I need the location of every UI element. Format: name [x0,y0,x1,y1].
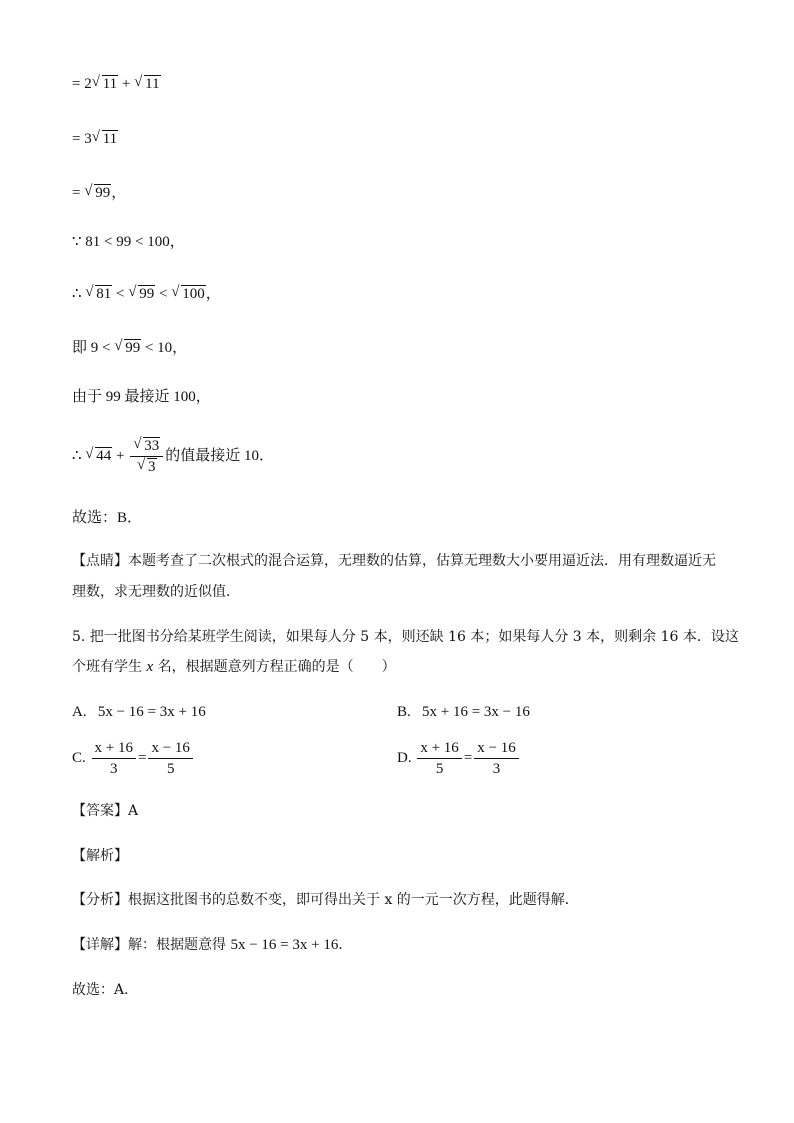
radical [86,284,112,304]
inequality-suffix: < 10， [144,340,188,356]
equation-line-4: ∵ 81 < 99 < 100， [72,234,185,250]
denominator: 3 [110,761,118,777]
radicand: 100 [182,286,205,302]
detail-line [72,935,352,955]
comment-paragraph [72,551,716,571]
fraction [92,740,136,777]
plus-sign: + [116,448,125,464]
comma: ， [111,185,127,201]
question-text-line-1: 5. 把一批图书分给某班学生阅读，如果每人分 5 本，则还缺 16 本；如果每人分 3 本，则剩余 16 本．设这 [72,629,739,645]
option-c[interactable] [72,740,195,777]
fraction [130,438,163,475]
option-b-expr: 5x + 16 = 3x − 16 [422,704,530,720]
therefore-symbol: ∴ [72,286,82,302]
radicand: 99 [139,286,155,302]
less-than: < [159,286,168,302]
conclusion-text: 的值最接近 10． [165,448,275,464]
radical [86,436,112,476]
coefficient: 2 [84,76,92,92]
denominator: 3 [492,761,501,777]
fraction [474,740,518,777]
radicand: 99 [95,185,111,201]
option-c-label: C. [72,749,86,766]
radicand: 11 [145,76,160,92]
fenxi-text: 根据这批图书的总数不变，即可得出关于 x 的一元一次方程，此题得解． [128,892,579,908]
final-choice-line: 故选：A． [72,982,139,998]
radical [172,284,206,304]
option-d[interactable] [397,740,521,777]
fenxi-line [72,890,579,910]
question-text: 名，根据题意列方程正确的是（ ） [157,659,396,675]
radical [135,74,160,94]
analysis-label: 【解析】 [72,848,128,864]
equals-sign: = [72,185,81,201]
detail-text: 解：根据题意得 [128,937,226,953]
radicand: 3 [148,459,156,476]
equals-sign: = [463,749,473,766]
radicand: 99 [125,340,141,356]
radicand: 44 [96,448,112,464]
fraction [148,740,192,777]
equation-line-2 [72,129,118,149]
comment-text: 本题考查了二次根式的混合运算，无理数的估算，估算无理数大小要用逼近法．用有理数逼近无 [128,553,716,569]
equals-sign: = [137,749,147,766]
denominator: 5 [166,761,175,777]
radical [134,438,160,454]
option-b-label: B. [397,704,411,720]
option-a[interactable] [72,702,206,722]
fraction [417,740,461,777]
detail-tail: ． [338,937,353,953]
answer-line [72,801,138,821]
numerator: x − 16 [148,740,192,759]
radical [138,459,157,475]
denominator: 5 [435,761,444,777]
radical [129,284,155,304]
answer-label: 【答案】 [72,803,128,819]
variable-x: x [146,659,154,675]
equals-sign: = [72,131,81,147]
numerator: x + 16 [92,740,136,759]
plus-sign: + [121,76,131,92]
option-d-label: D. [397,749,412,766]
radical [85,183,111,203]
equation-line-6 [72,338,187,358]
equation-line-1 [72,74,161,94]
detail-label: 【详解】 [72,937,128,953]
radical [93,129,118,149]
answer-value: A [128,803,139,819]
comment-label: 【点睛】 [72,553,128,569]
equals-sign: = [72,76,81,92]
option-a-expr: 5x − 16 = 3x + 16 [97,704,206,720]
fenxi-label: 【分析】 [72,892,128,908]
less-than: < [116,286,125,302]
question-text-line-2 [72,657,396,677]
coefficient: 3 [84,131,92,147]
comma: ， [205,286,221,302]
numerator: x + 16 [417,740,461,759]
equation-line-5 [72,284,221,304]
therefore-symbol: ∴ [72,448,82,464]
option-a-label: A. [72,704,87,720]
detail-equation: 5x − 16 = 3x + 16 [230,937,339,953]
comment-continuation: 理数，求无理数的近似值． [72,584,240,600]
equation-line-3 [72,183,126,203]
radical [115,338,141,358]
radical [93,74,118,94]
equation-line-7: 由于 99 最接近 100， [72,389,211,405]
choice-line: 故选：B． [72,510,143,526]
radicand: 33 [144,438,160,455]
radicand: 11 [102,76,118,92]
numerator: x − 16 [474,740,518,759]
inequality-prefix: 即 9 < [72,340,111,356]
equation-line-8 [72,436,274,476]
question-text: 个班有学生 [72,659,142,675]
radicand: 11 [102,131,118,147]
radicand: 81 [96,286,112,302]
option-b[interactable] [397,702,530,722]
